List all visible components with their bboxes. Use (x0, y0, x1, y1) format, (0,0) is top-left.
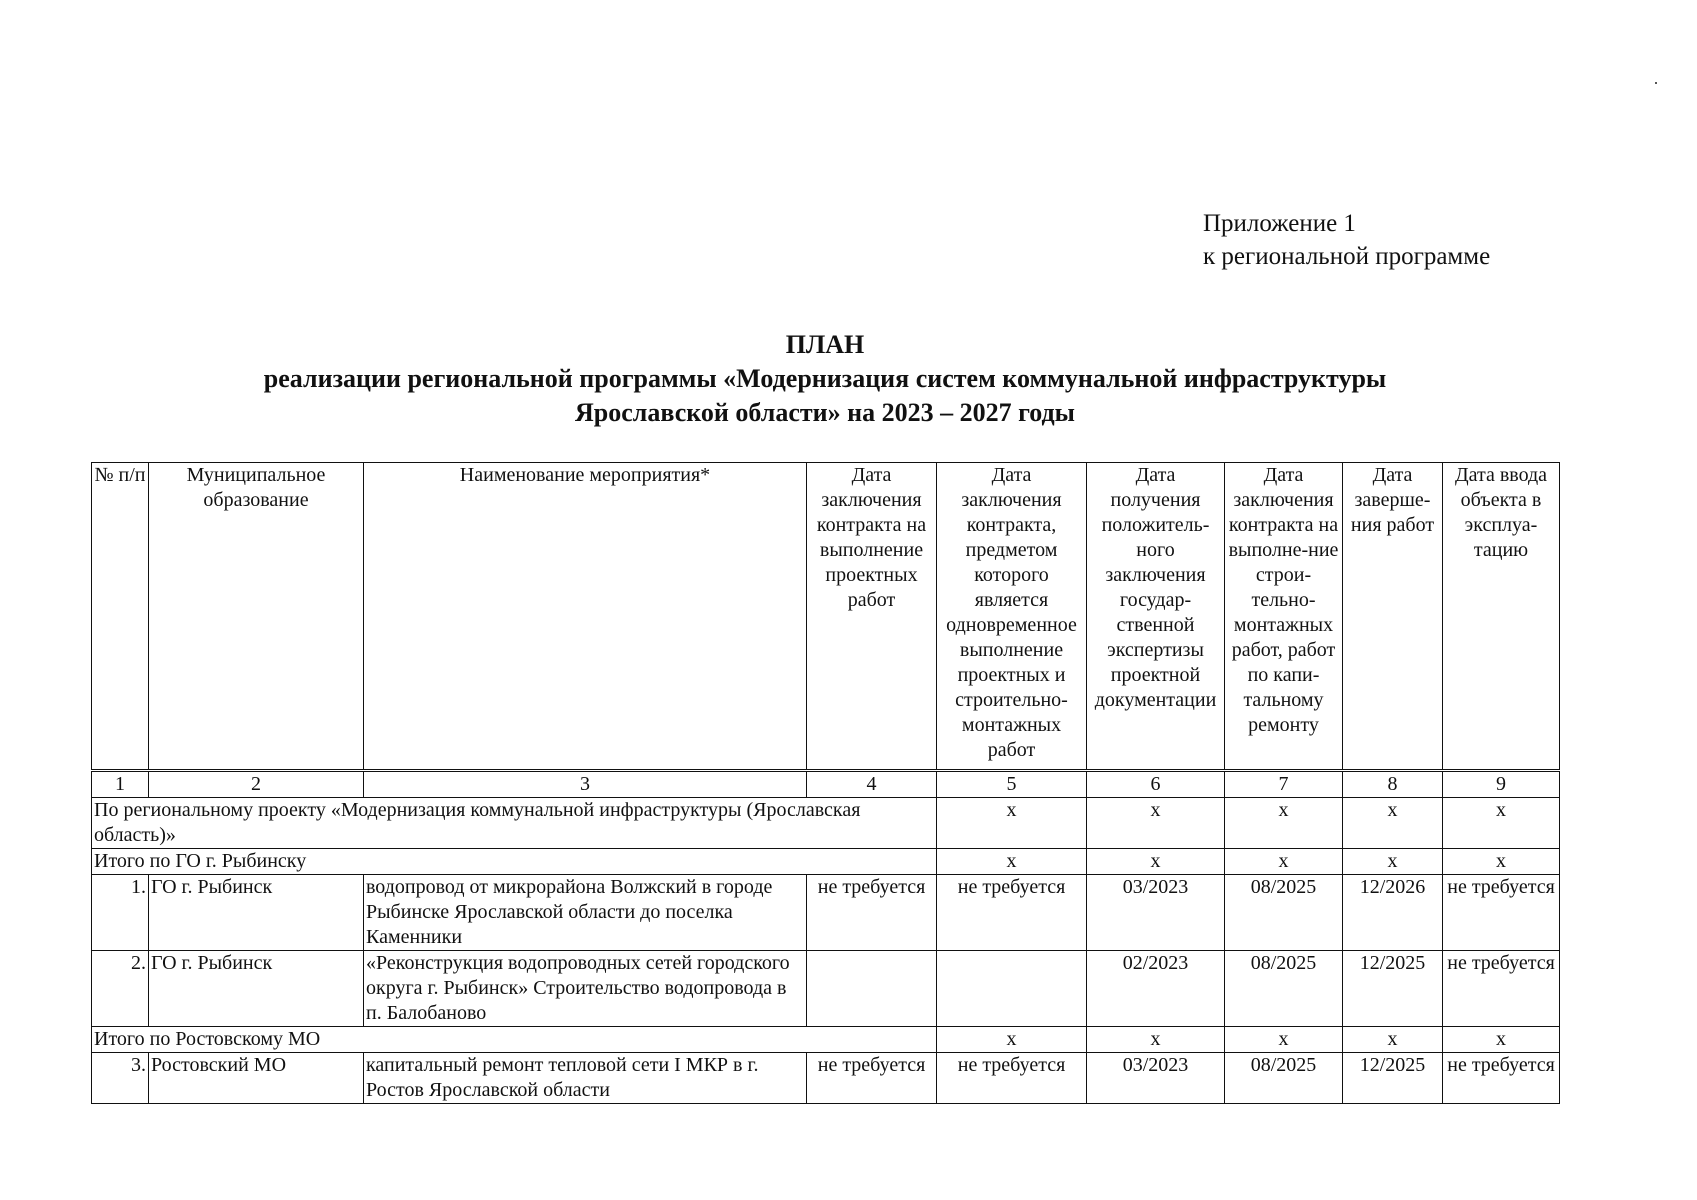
title-line-1: ПЛАН (785, 330, 865, 359)
header-commissioning-date: Дата ввода объекта в эксплуа-тацию (1443, 463, 1560, 771)
row-combined-contract-date (937, 951, 1087, 1027)
header-num: № п/п (92, 463, 149, 771)
header-design-contract-date: Дата заключения контракта на выполнение проектных работ (807, 463, 937, 771)
scan-speck (1655, 82, 1657, 84)
column-number: 4 (807, 771, 937, 798)
regional-project-row (92, 798, 1560, 849)
total-rybinsk-row (92, 849, 1560, 875)
table-cell: х (1343, 849, 1443, 875)
table-cell: х (1225, 849, 1343, 875)
table-cell: х (937, 849, 1087, 875)
row-completion-date: 12/2025 (1343, 951, 1443, 1027)
table-cell: х (1087, 849, 1225, 875)
row-construction-contract-date: 08/2025 (1225, 875, 1343, 951)
plan-table (91, 462, 1560, 1104)
row-completion-date: 12/2026 (1343, 875, 1443, 951)
row-expertise-date: 02/2023 (1087, 951, 1225, 1027)
row-municipality: ГО г. Рыбинск (149, 951, 364, 1027)
table-row (92, 951, 1560, 1027)
table-row (92, 1053, 1560, 1104)
row-commissioning-date: не требуется (1443, 1053, 1560, 1104)
header-combined-contract-date: Дата заключения контракта, предметом которого является одновременное выполнение проектных и строительно-монтажных работ (937, 463, 1087, 771)
row-number: 3. (92, 1053, 149, 1104)
column-number: 7 (1225, 771, 1343, 798)
header-construction-contract-date: Дата заключения контракта на выполне-ние строи-тельно-монтажных работ, работ по капи-тальному ремонту (1225, 463, 1343, 771)
table-cell: х (937, 1027, 1087, 1053)
regional-project-label: По региональному проекту «Модернизация коммунальной инфраструктуры (Ярославская область)» (92, 798, 937, 849)
table-cell: х (937, 798, 1087, 849)
row-commissioning-date: не требуется (1443, 951, 1560, 1027)
appendix-line-1: Приложение 1 (1203, 210, 1356, 237)
total-rybinsk-label: Итого по ГО г. Рыбинску (92, 849, 937, 875)
table-cell: х (1087, 1027, 1225, 1053)
header-row (92, 463, 1560, 771)
table-cell: х (1443, 1027, 1560, 1053)
row-combined-contract-date: не требуется (937, 1053, 1087, 1104)
table-cell: х (1443, 798, 1560, 849)
column-number: 6 (1087, 771, 1225, 798)
total-rostov-label: Итого по Ростовскому МО (92, 1027, 937, 1053)
table-cell: х (1343, 1027, 1443, 1053)
header-completion-date: Дата заверше-ния работ (1343, 463, 1443, 771)
row-expertise-date: 03/2023 (1087, 1053, 1225, 1104)
row-event-name: водопровод от микрорайона Волжский в городе Рыбинске Ярославской области до поселка Каменники (364, 875, 807, 951)
column-number: 8 (1343, 771, 1443, 798)
row-design-contract-date (807, 951, 937, 1027)
title-line-3: Ярославской области» на 2023 – 2027 годы (575, 398, 1075, 427)
total-rostov-row (92, 1027, 1560, 1053)
appendix-note (1203, 207, 1490, 273)
row-number: 2. (92, 951, 149, 1027)
header-municipality: Муниципальное образование (149, 463, 364, 771)
appendix-line-2: к региональной программе (1203, 243, 1491, 270)
header-expertise-date: Дата получения положитель-ного заключения государ-ственной экспертизы проектной документации (1087, 463, 1225, 771)
table-cell: х (1443, 849, 1560, 875)
row-construction-contract-date: 08/2025 (1225, 951, 1343, 1027)
row-municipality: Ростовский МО (149, 1053, 364, 1104)
row-event-name: «Реконструкция водопроводных сетей городского округа г. Рыбинск» Строительство водопровода в п. Балобаново (364, 951, 807, 1027)
header-event-name: Наименование мероприятия* (364, 463, 807, 771)
row-commissioning-date: не требуется (1443, 875, 1560, 951)
row-design-contract-date: не требуется (807, 1053, 937, 1104)
column-number: 9 (1443, 771, 1560, 798)
row-construction-contract-date: 08/2025 (1225, 1053, 1343, 1104)
row-combined-contract-date: не требуется (937, 875, 1087, 951)
column-number-row (92, 771, 1560, 798)
table-cell: х (1343, 798, 1443, 849)
column-number: 1 (92, 771, 149, 798)
table-cell: х (1225, 1027, 1343, 1053)
column-number: 5 (937, 771, 1087, 798)
column-number: 2 (149, 771, 364, 798)
row-completion-date: 12/2025 (1343, 1053, 1443, 1104)
table-cell: х (1087, 798, 1225, 849)
table-cell: х (1225, 798, 1343, 849)
table-row (92, 875, 1560, 951)
document-title (0, 328, 1650, 430)
row-number: 1. (92, 875, 149, 951)
column-number: 3 (364, 771, 807, 798)
row-expertise-date: 03/2023 (1087, 875, 1225, 951)
title-line-2: реализации региональной программы «Модернизация систем коммунальной инфраструктуры (263, 364, 1387, 393)
row-design-contract-date: не требуется (807, 875, 937, 951)
row-municipality: ГО г. Рыбинск (149, 875, 364, 951)
row-event-name: капитальный ремонт тепловой сети I МКР в г. Ростов Ярославской области (364, 1053, 807, 1104)
